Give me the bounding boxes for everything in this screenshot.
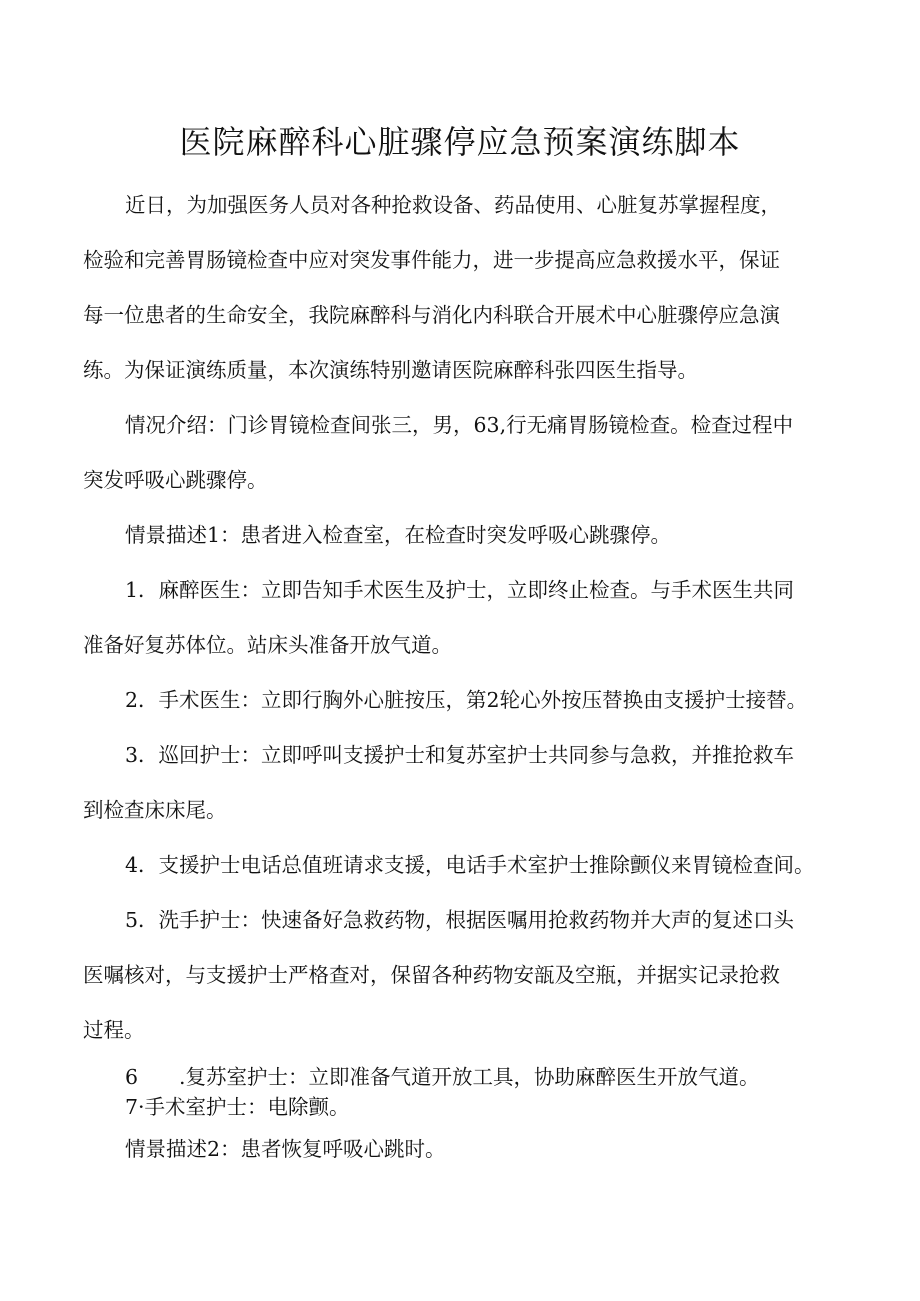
situation-line: 情况介绍：门诊胃镜检查间张三，男，63,行无痛胃肠镜检查。检查过程中 [125, 413, 794, 437]
step1-line: 1．麻醉医生：立即告知手术医生及护士，立即终止检查。与手术医生共同 [125, 578, 795, 602]
situation-line: 突发呼吸心跳骤停。 [83, 468, 268, 492]
intro-line: 检验和完善胃肠镜检查中应对突发事件能力，进一步提高应急救援水平，保证 [83, 248, 780, 272]
step2-paragraph [83, 673, 843, 728]
step7-line: 7·手术室护士：电除颤。 [125, 1095, 350, 1119]
document-title: 医院麻醉科心脏骤停应急预案演练脚本 [179, 123, 741, 161]
step5-line: 5．洗手护士：快速备好急救药物，根据医嘱用抢救药物并大声的复述口头 [125, 908, 795, 932]
step6-7-paragraph [83, 1062, 843, 1122]
step3-line: 到检查床床尾。 [83, 798, 227, 822]
intro-line: 每一位患者的生命安全，我院麻醉科与消化内科联合开展术中心脏骤停应急演 [83, 303, 780, 327]
step1-line: 准备好复苏体位。站床头准备开放气道。 [83, 633, 452, 657]
step6-line: 6 .复苏室护士：立即准备气道开放工具，协助麻醉医生开放气道。 [125, 1065, 760, 1089]
intro-line: 练。为保证演练质量，本次演练特别邀请医院麻醉科张四医生指导。 [83, 358, 698, 382]
step3-line: 3．巡回护士：立即呼叫支援护士和复苏室护士共同参与急救，并推抢救车 [125, 743, 795, 767]
step1-paragraph [83, 563, 843, 673]
intro-paragraph [83, 178, 843, 398]
step5-line: 过程。 [83, 1018, 145, 1042]
step3-paragraph [83, 728, 843, 838]
step2-line: 2．手术医生：立即行胸外心脏按压，第2轮心外按压替换由支援护士接替。 [125, 688, 808, 712]
scene2-paragraph [83, 1122, 843, 1177]
step4-paragraph [83, 838, 843, 893]
step5-line: 医嘱核对，与支援护士严格查对，保留各种药物安瓿及空瓶，并据实记录抢救 [83, 963, 780, 987]
step5-paragraph [83, 893, 843, 1058]
scene2-line: 情景描述2：患者恢复呼吸心跳时。 [125, 1137, 446, 1161]
scene1-line: 情景描述1：患者进入检查室，在检查时突发呼吸心跳骤停。 [125, 523, 672, 547]
step4-line: 4．支援护士电话总值班请求支援，电话手术室护士推除颤仪来胃镜检查间。 [125, 853, 815, 877]
scene1-paragraph [83, 508, 843, 563]
intro-line: 近日，为加强医务人员对各种抢救设备、药品使用、心脏复苏掌握程度， [125, 193, 781, 217]
situation-paragraph [83, 398, 843, 508]
